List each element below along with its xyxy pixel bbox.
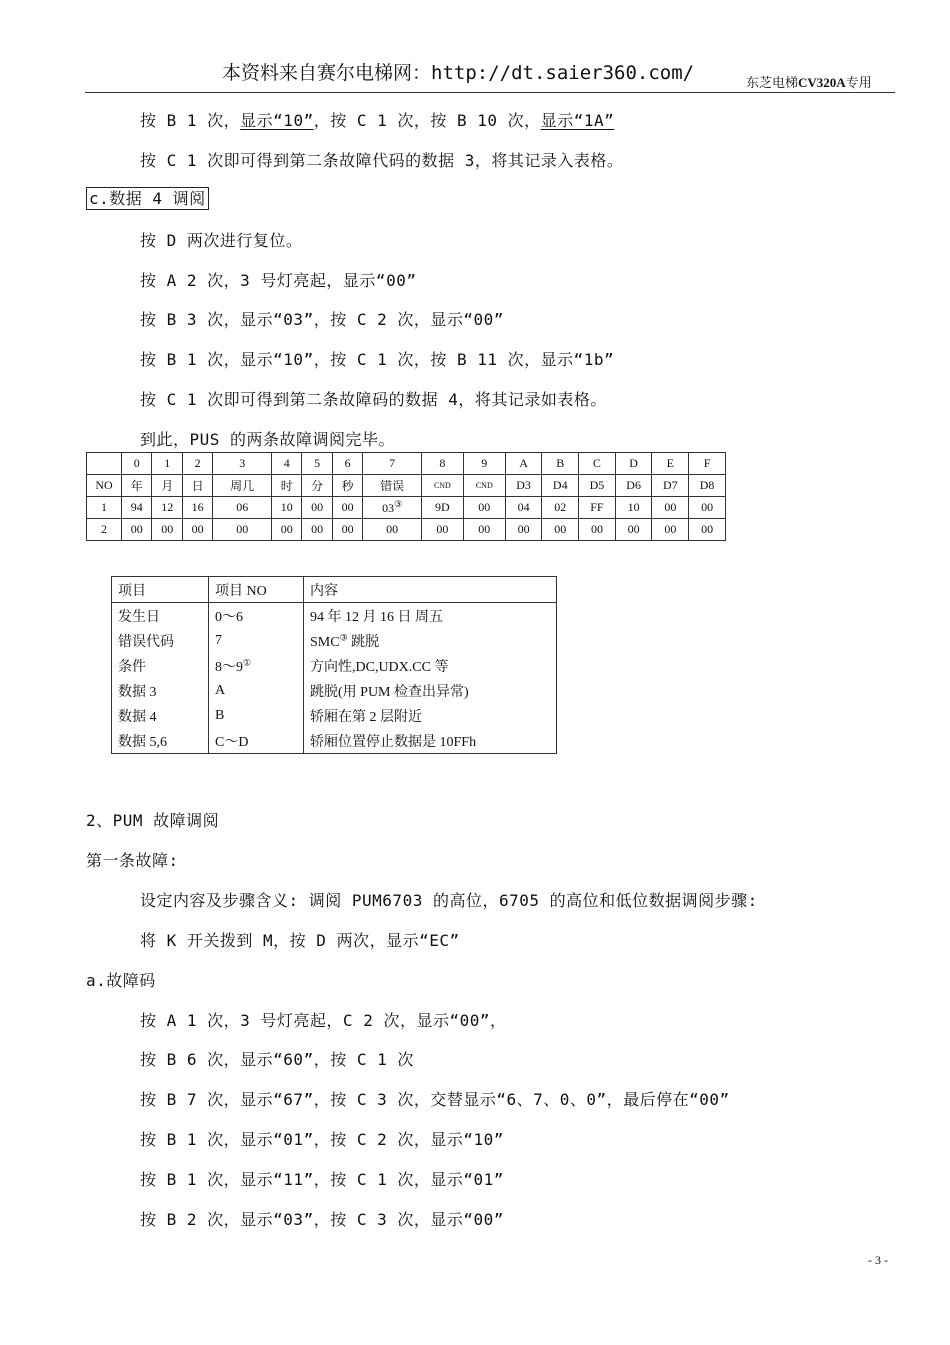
source-banner	[222, 58, 694, 85]
sub-heading: a.故障码	[86, 971, 156, 990]
table-row: 1 94 12 16 06 10 00 00 03③ 9D 00 04 02 FF 10 00 00	[87, 497, 726, 519]
instruction-line: 按 B 7 次，显示“67”，按 C 3 次，交替显示“6、7、0、0”，最后停在“00”	[140, 1090, 730, 1109]
table-row: 错误代码 7 SMC③ 跳脱	[112, 628, 557, 653]
instruction-line: 按 B 3 次，显示“03”，按 C 2 次，显示“00”	[140, 310, 504, 329]
instruction-line: 按 B 1 次，显示“10”，按 C 1 次，按 B 10 次，显示“1A”	[140, 111, 615, 130]
instruction-line: 将 K 开关拨到 M，按 D 两次，显示“EC”	[140, 931, 460, 950]
footnote-mark: ①	[243, 656, 252, 667]
instruction-line: 按 B 2 次，显示“03”，按 C 3 次，显示“00”	[140, 1210, 504, 1229]
fault-register-table	[86, 452, 726, 541]
source-url[interactable]: http://dt.saier360.com/	[431, 62, 695, 84]
table-row: 2 00 00 00 00 00 00 00 00 00 00 00 00 00 00 00 00	[87, 519, 726, 541]
underlined-display: 显示“10”	[240, 111, 314, 130]
header-rule	[85, 92, 895, 93]
model-prefix: 东芝电梯	[746, 75, 799, 90]
instruction-line: 按 B 1 次，显示“11”，按 C 1 次，显示“01”	[140, 1170, 504, 1189]
sub-heading: 第一条故障:	[86, 851, 179, 870]
footnote-mark: ③	[339, 631, 348, 642]
table-row: 数据 3 A 跳脱(用 PUM 检查出异常)	[112, 678, 557, 703]
section-title: 2、PUM 故障调阅	[86, 811, 220, 830]
instruction-line: 按 C 1 次即可得到第二条故障码的数据 4，将其记录如表格。	[140, 390, 607, 409]
instruction-line: 按 B 6 次，显示“60”，按 C 1 次	[140, 1050, 414, 1069]
model-label	[746, 72, 872, 91]
section-heading	[86, 186, 209, 209]
table-row: 0 1 2 3 4 5 6 7 8 9 A B C D E F	[87, 453, 726, 475]
table-row: 条件 8～9① 方向性,DC,UDX.CC 等	[112, 653, 557, 678]
table-row: 数据 4 B 轿厢在第 2 层附近	[112, 703, 557, 728]
instruction-line: 按 C 1 次即可得到第二条故障代码的数据 3，将其记录入表格。	[140, 151, 624, 170]
table-row: NO 年 月 日 周几 时 分 秒 错误 CND CND D3 D4 D5 D6 D7 D8	[87, 475, 726, 497]
boxed-subheading: c.数据 4 调阅	[86, 187, 209, 210]
instruction-line: 按 D 两次进行复位。	[140, 231, 303, 250]
instruction-line: 按 A 1 次，3 号灯亮起，C 2 次，显示“00”，	[140, 1011, 507, 1030]
table-row: 发生日 0～6 94 年 12 月 16 日 周五	[112, 603, 557, 629]
instruction-line: 到此，PUS 的两条故障调阅完毕。	[140, 430, 396, 449]
underlined-display: 显示“1A”	[540, 111, 615, 130]
instruction-line: 按 B 1 次，显示“01”，按 C 2 次，显示“10”	[140, 1130, 504, 1149]
model-suffix: 专用	[845, 75, 872, 90]
footnote-mark: ③	[394, 499, 403, 509]
table-header-row: 项目 项目 NO 内容	[112, 577, 557, 603]
instruction-line: 设定内容及步骤含义: 调阅 PUM6703 的高位，6705 的高位和低位数据调阅步骤:	[140, 891, 758, 910]
fault-summary-table	[111, 576, 557, 754]
instruction-line: 按 A 2 次，3 号灯亮起，显示“00”	[140, 271, 417, 290]
model-code: CV320A	[798, 75, 846, 90]
source-prefix: 本资料来自赛尔电梯网：	[222, 62, 432, 84]
instruction-line: 按 B 1 次，显示“10”，按 C 1 次，按 B 11 次，显示“1b”	[140, 350, 615, 369]
page-number: - 3 -	[868, 1253, 888, 1267]
table-row: 数据 5,6 C～D 轿厢位置停止数据是 10FFh	[112, 728, 557, 754]
